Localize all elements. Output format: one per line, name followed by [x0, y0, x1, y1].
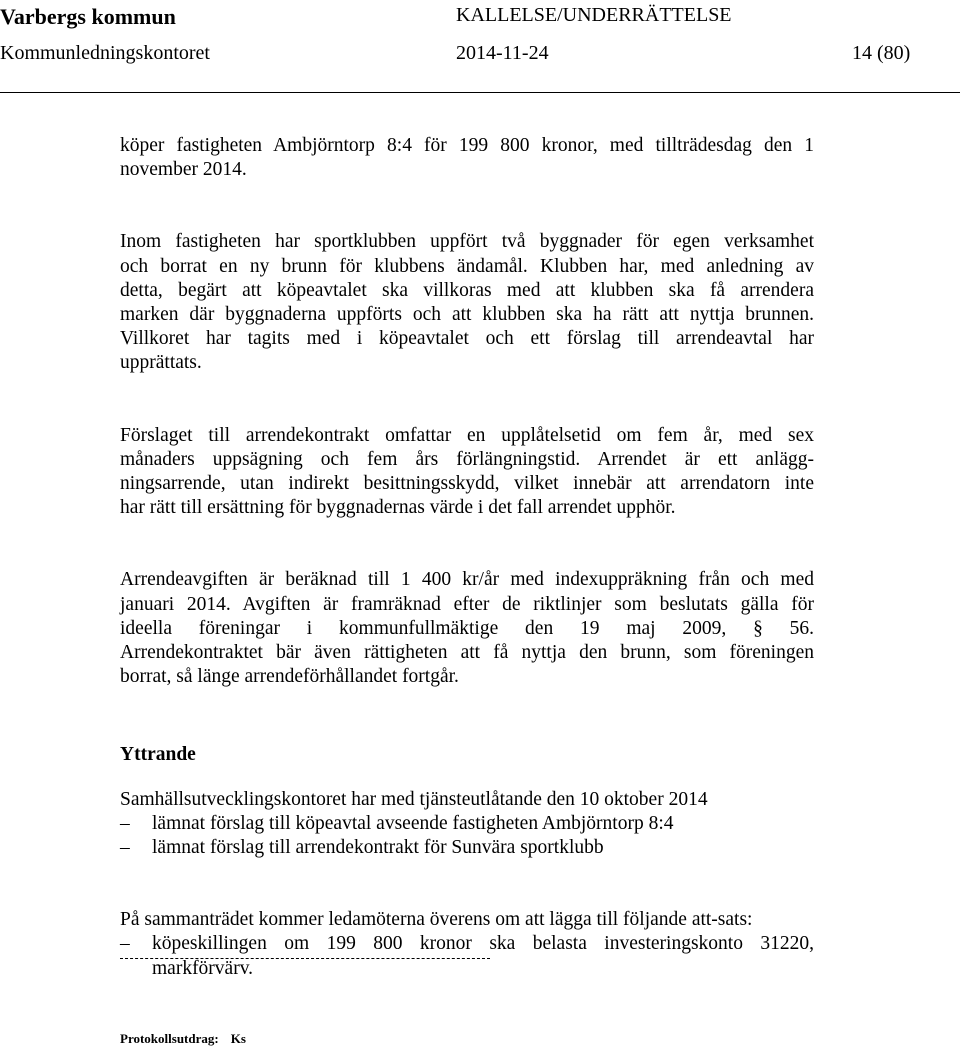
dashed-separator — [120, 958, 490, 959]
document-type: KALLELSE/UNDERRÄTTELSE — [456, 4, 732, 26]
paragraph-purchase — [120, 134, 814, 182]
text-line: november 2014. — [120, 159, 247, 181]
text-line: har rätt till ersättning för byggnadernas värde i det fall arrendet upphör. — [120, 497, 676, 519]
dash-bullet-icon: – — [120, 933, 130, 955]
list-item — [120, 836, 814, 860]
document-date: 2014-11-24 — [456, 42, 549, 64]
paragraph-spacer — [120, 860, 814, 908]
dash-bullet-icon: – — [120, 812, 130, 834]
statement-intro: Samhällsutvecklingskontoret har med tjänsteutlåtande den 10 oktober 2014 — [120, 788, 708, 810]
section-heading: Yttrande — [120, 744, 196, 766]
header-divider — [0, 92, 960, 93]
list-item-text: lämnat förslag till köpeavtal avseende fastigheten Ambjörntorp 8:4 — [152, 812, 674, 834]
list-item-text: lämnat förslag till arrendekontrakt för Sunvära sportklubb — [152, 837, 604, 859]
text-line: marken där byggnaderna uppförts och att klubben ska ha rätt att nyttja brunnen. — [120, 304, 814, 326]
text-line: Villkoret har tagits med i köpeavtalet och ett förslag till arrendeavtal har — [120, 328, 814, 350]
paragraph-lease-proposal — [120, 424, 814, 521]
paragraph-spacer — [120, 376, 814, 424]
paragraph-spacer — [120, 520, 814, 568]
paragraph-buildings — [120, 230, 814, 375]
list-item-text: köpeskillingen om 199 800 kronor ska belasta investeringskonto 31220, markförvärv. — [152, 933, 814, 979]
text-line: detta, begärt att köpeavtalet ska villkoras med att klubben ska få arrendera — [120, 279, 814, 301]
text-line: Arrendeavgiften är beräknad till 1 400 kr/år med indexuppräkning från och med — [120, 569, 814, 591]
paragraph-spacer — [120, 689, 814, 743]
list-item — [120, 812, 814, 836]
page-number: 14 (80) — [852, 42, 911, 64]
text-line: Inom fastigheten har sportklubben uppfört två byggnader för egen verksamhet — [120, 231, 814, 253]
dash-bullet-icon: – — [120, 837, 130, 859]
footer — [120, 1031, 246, 1047]
text-line: ningsarrende, utan indirekt besittningsskydd, vilket innebär att arrendatorn inte — [120, 473, 814, 495]
department-name: Kommunledningskontoret — [0, 42, 210, 64]
footer-value: Ks — [230, 1031, 246, 1046]
text-line: januari 2014. Avgiften är framräknad efter de riktlinjer som beslutats gälla för — [120, 593, 814, 615]
paragraph-lease-fee — [120, 568, 814, 689]
text-line: borrat, så länge arrendeförhållandet fortgår. — [120, 666, 459, 688]
document-body — [120, 134, 814, 981]
text-line: ideella föreningar i kommunfullmäktige den 19 maj 2009, § 56. — [120, 617, 814, 639]
heading-spacer — [120, 768, 814, 788]
list-item — [120, 932, 814, 980]
meeting-intro: På sammanträdet kommer ledamöterna överens om att lägga till följande att-sats: — [120, 909, 753, 931]
text-line: och borrat en ny brunn för klubbens ändamål. Klubben har, med anledning av — [120, 255, 814, 277]
paragraph-spacer — [120, 182, 814, 230]
text-line: månaders uppsägning och fem års förlängningstid. Arrendet är ett anlägg- — [120, 448, 814, 470]
organization-name: Varbergs kommun — [0, 4, 176, 29]
footer-label: Protokollsutdrag: — [120, 1031, 219, 1046]
text-line: köper fastigheten Ambjörntorp 8:4 för 199 800 kronor, med tillträdesdag den 1 — [120, 135, 814, 156]
text-line: Förslaget till arrendekontrakt omfattar en upplåtelsetid om fem år, med sex — [120, 424, 814, 446]
text-line: Arrendekontraktet bär även rättigheten att få nyttja den brunn, som föreningen — [120, 642, 814, 664]
text-line: upprättats. — [120, 352, 202, 374]
